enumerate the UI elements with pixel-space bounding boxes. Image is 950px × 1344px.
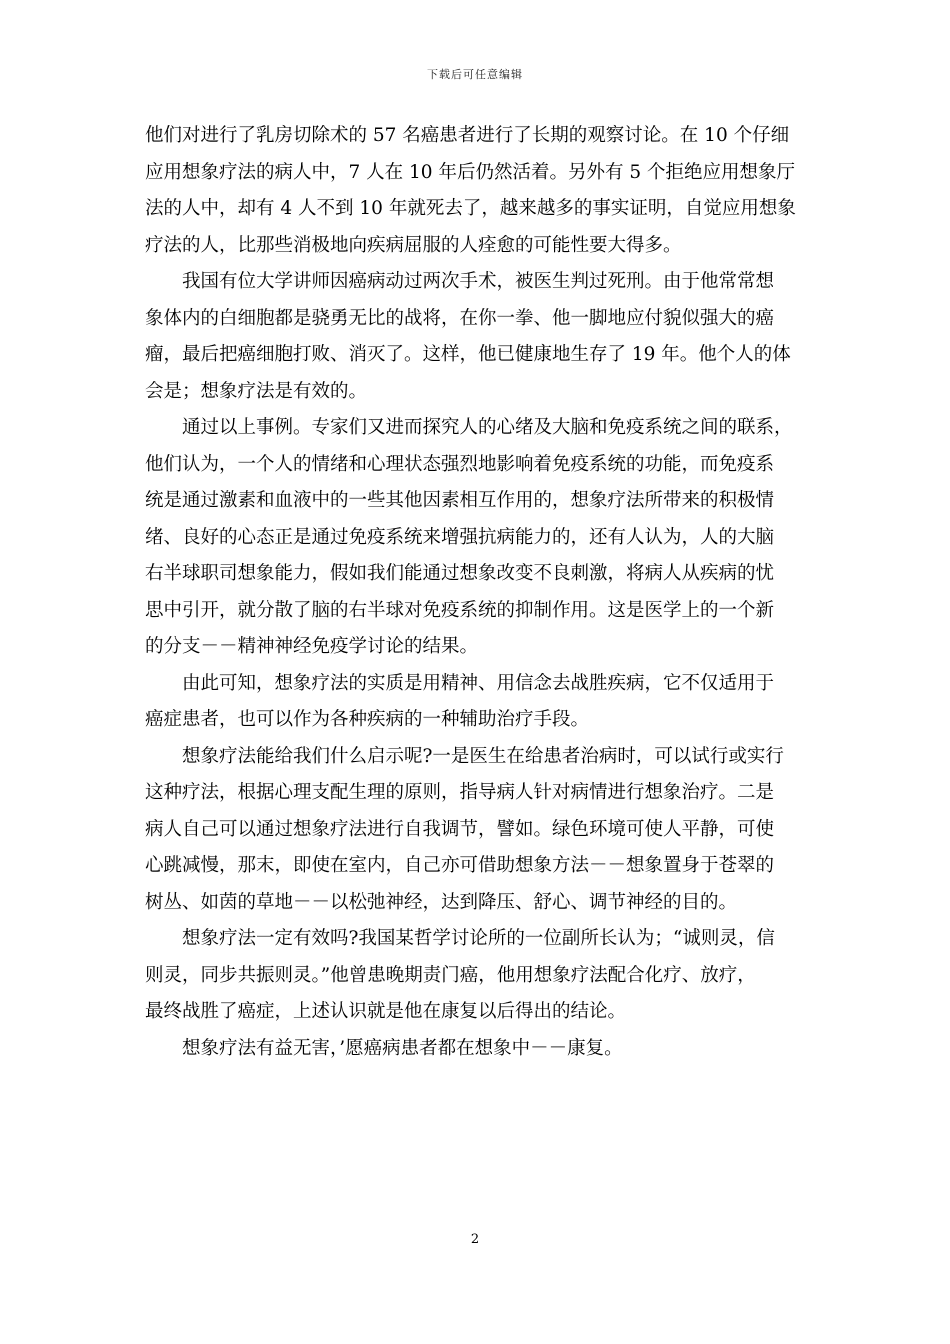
- paragraph-line: 统是通过激素和血液中的一些其他因素相互作用的，想象疗法所带来的积极情: [145, 490, 775, 511]
- paragraph: [145, 666, 810, 739]
- paragraph-line: 想象疗法一定有效吗?我国某哲学讨论所的一位副所长认为；“诚则灵，信: [182, 928, 775, 949]
- paragraph: [145, 739, 810, 922]
- paragraph-line: 他们对进行了乳房切除术的 57 名癌患者进行了长期的观察讨论。在 10 个仔细: [145, 125, 790, 146]
- paragraph-line: 会是；想象疗法是有效的。: [145, 380, 368, 402]
- paragraph-line: 最终战胜了癌症，上述认识就是他在康复以后得出的结论。: [145, 1001, 627, 1022]
- paragraph-line: 心跳减慢，那末，即使在室内，自己亦可借助想象方法－－想象置身于苍翠的: [145, 855, 775, 876]
- paragraph-line: 由此可知，想象疗法的实质是用精神、用信念去战胜疾病，它不仅适用于: [182, 672, 775, 694]
- paragraph-line: 象体内的白细胞都是骁勇无比的战将，在你一拳、他一脚地应付貌似强大的癌: [145, 307, 775, 329]
- paragraph-line: 想象疗法能给我们什么启示呢?一是医生在给患者治病时，可以试行或实行: [182, 745, 784, 767]
- paragraph-line: 树丛、如茵的草地－－以松弛神经，达到降压、舒心、调节神经的目的。: [145, 891, 738, 913]
- paragraph-line: 应用想象疗法的病人中，7 人在 10 年后仍然活着。另外有 5 个拒绝应用想象厅: [145, 161, 795, 183]
- paragraph-line: 这种疗法，根据心理支配生理的原则，指导病人针对病情进行想象治疗。二是: [145, 782, 775, 803]
- page-header: 下载后可任意编辑: [427, 68, 523, 81]
- paragraph-line: 右半球职司想象能力，假如我们能通过想象改变不良刺激，将病人从疾病的忧: [145, 563, 775, 584]
- paragraph: [145, 1031, 810, 1068]
- paragraph-line: 通过以上事例。专家们又进而探究人的心绪及大脑和免疫系统之间的联系，: [182, 417, 793, 438]
- paragraph-line: 他们认为，一个人的情绪和心理状态强烈地影响着免疫系统的功能，而免疫系: [145, 453, 775, 475]
- paragraph-line: 则灵，同步共振则灵。”他曾患晚期责门癌，他用想象疗法配合化疗、放疗，: [145, 964, 756, 986]
- paragraph-line: 绪、良好的心态正是通过免疫系统来增强抗病能力的，还有人认为，人的大脑: [145, 526, 775, 548]
- paragraph-line: 疗法的人，比那些消极地向疾病屈服的人痊愈的可能性要大得多。: [145, 234, 682, 256]
- paragraph: [145, 410, 810, 666]
- page-number: 2: [470, 1232, 480, 1247]
- paragraph: [145, 118, 810, 264]
- paragraph-line: 法的人中，却有 4 人不到 10 年就死去了，越来越多的事实证明，自觉应用想象: [145, 198, 796, 219]
- paragraph: [145, 264, 810, 410]
- paragraph-line: 的分支－－精神神经免疫学讨论的结果。: [145, 636, 479, 657]
- paragraph: [145, 921, 810, 1031]
- paragraph-line: 我国有位大学讲师因癌病动过两次手术，被医生判过死刑。由于他常常想: [182, 271, 775, 292]
- paragraph-line: 思中引开，就分散了脑的右半球对免疫系统的抑制作用。这是医学上的一个新: [145, 599, 775, 621]
- paragraph-line: 想象疗法有益无害，’愿癌病患者都在想象中－－康复。: [182, 1037, 623, 1059]
- paragraph-line: 病人自己可以通过想象疗法进行自我调节，譬如。绿色环境可使人平静，可使: [145, 818, 775, 840]
- paragraph-line: 瘤，最后把癌细胞打败、消灭了。这样，他已健康地生存了 19 年。他个人的体: [145, 344, 791, 365]
- document-body: [145, 118, 810, 1067]
- paragraph-line: 癌症患者，也可以作为各种疾病的一种辅助治疗手段。: [145, 709, 590, 730]
